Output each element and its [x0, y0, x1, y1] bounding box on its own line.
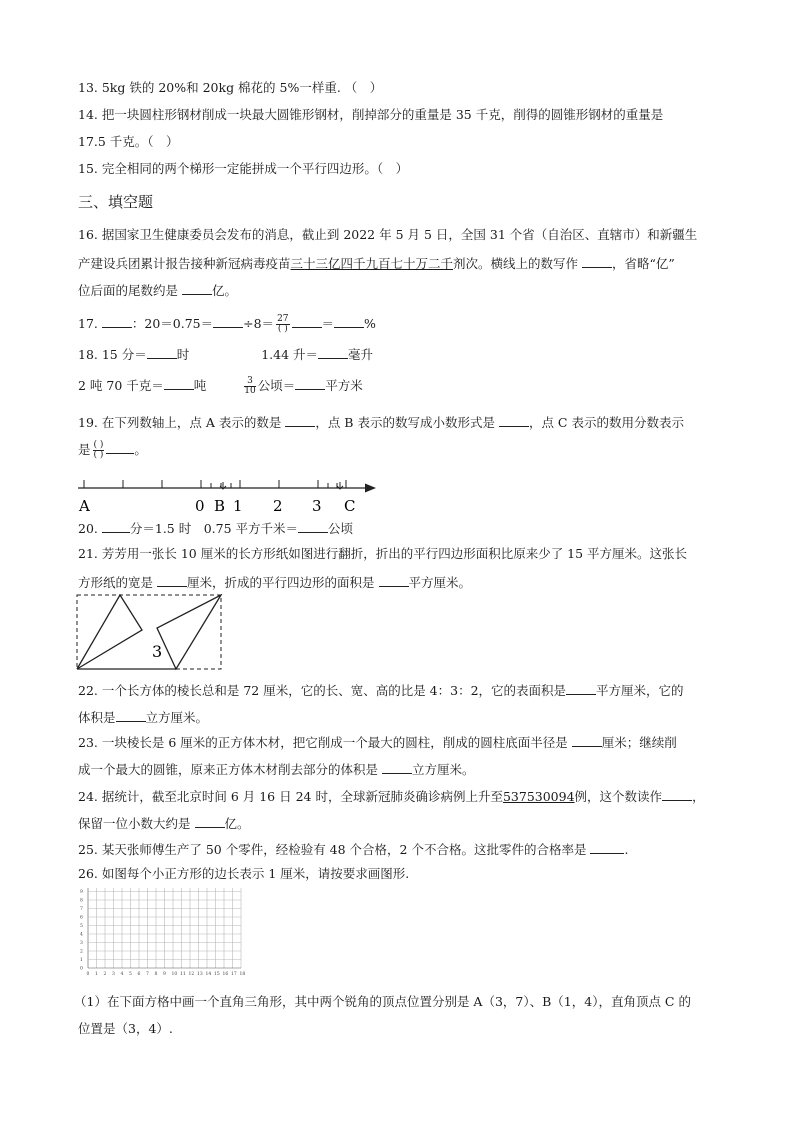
arrow-right-icon	[365, 484, 376, 493]
question-16-line3: 位后面的尾数约是 亿。	[78, 283, 238, 298]
answer-blank[interactable]	[116, 708, 146, 722]
answer-blank[interactable]	[379, 573, 409, 587]
question-20: 20. 分＝1.5 时 0.75 平方千米＝ 公顷	[78, 521, 354, 536]
answer-blank[interactable]	[102, 314, 132, 328]
y-tick-label: 1	[80, 958, 83, 963]
folded-rectangle-figure	[76, 594, 224, 672]
answer-blank[interactable]	[499, 413, 529, 427]
question-13: 13. 5kg 铁的 20%和 20kg 棉花的 5%一样重. （ ）	[78, 80, 383, 95]
answer-blank[interactable]	[102, 519, 130, 533]
y-tick-label: 7	[80, 907, 83, 912]
x-tick-label: 18	[239, 972, 246, 977]
question-23-line1: 23. 一块棱长是 6 厘米的正方体木材，把它削成一个最大的圆柱，削成的圆柱底面半径是 厘米；继续削	[78, 735, 677, 750]
fraction-27-over-blank: $\frac{27}{( )}$	[277, 314, 289, 334]
section-heading-fill-in: 三、填空题	[78, 193, 154, 211]
figure-label-3: 3	[152, 642, 163, 661]
question-26-sub1-line1: （1）在下面方格中画一个直角三角形，其中两个锐角的顶点位置分别是 A（3，7）、B（1，4），直角顶点 C 的	[74, 994, 691, 1009]
question-14-line2: 17.5 千克。（ ）	[78, 134, 179, 149]
answer-blank[interactable]	[382, 760, 412, 774]
answer-blank[interactable]	[590, 840, 624, 854]
answer-blank[interactable]	[164, 376, 194, 390]
answer-blank[interactable]	[195, 814, 225, 828]
answer-blank[interactable]	[106, 440, 134, 454]
question-18-line1: 18. 15 分＝ 时 1.44 升＝ 毫升	[78, 347, 374, 362]
tick-label-0: 0	[195, 497, 205, 515]
answer-blank[interactable]	[298, 519, 328, 533]
question-22-line1: 22. 一个长方体的棱长总和是 72 厘米，它的长、宽、高的比是 4：3：2，它的表面积是 平方厘米，它的	[78, 683, 684, 698]
question-16-line2: 产建设兵团累计报告接种新冠病毒疫苗三十三亿四千九百七十万二千剂次。横线上的数写作 ，省略“亿”	[78, 256, 675, 271]
point-a-label: A	[79, 497, 90, 515]
answer-blank[interactable]	[295, 376, 325, 390]
x-tick-label: 3	[112, 972, 115, 977]
answer-blank[interactable]	[334, 314, 364, 328]
answer-blank[interactable]	[157, 573, 187, 587]
y-tick-label: 6	[80, 915, 83, 921]
fraction-3-over-10: $\frac{3}{10}$	[244, 376, 256, 396]
underlined-number-words: 三十三亿四千九百七十万二千	[290, 256, 454, 271]
question-24-line2: 保留一位小数大约是 亿。	[78, 816, 250, 831]
x-tick-label: 6	[137, 972, 141, 977]
y-tick-label: 2	[80, 949, 83, 955]
answer-blank[interactable]	[566, 681, 596, 695]
y-tick-label: 8	[80, 898, 83, 904]
point-b-label: B	[214, 497, 226, 515]
x-tick-label: 15	[214, 972, 220, 977]
x-tick-label: 13	[197, 972, 203, 977]
x-tick-label: 10	[171, 972, 178, 977]
y-tick-label: 3	[80, 941, 83, 946]
question-19-line2: 是 $\frac{( )}{( )}$ 。	[78, 440, 147, 460]
x-tick-label: 17	[231, 972, 237, 977]
x-tick-label: 11	[180, 972, 186, 977]
question-18-line2: 2 吨 70 千克＝ 吨 $\frac{3}{10}$ 公顷＝ 平方米	[78, 376, 363, 396]
answer-blank[interactable]	[182, 281, 212, 295]
answer-blank[interactable]	[285, 413, 315, 427]
question-14-line1: 14. 把一块圆柱形钢材削成一块最大圆锥形钢材，削掉部分的重量是 35 千克，削得的圆锥形钢材的重量是	[78, 107, 664, 122]
question-25: 25. 某天张师傅生产了 50 个零件，经检验有 48 个合格，2 个不合格。这批零件的合格率是 .	[78, 842, 629, 857]
question-17: 17. ：20＝0.75＝ ÷8＝ $\frac{27}{( )}$ ＝ %	[78, 314, 376, 334]
answer-blank[interactable]	[292, 314, 322, 328]
folded-triangle-right	[157, 595, 221, 669]
x-tick-label: 0	[86, 972, 90, 977]
question-24-line1: 24. 据统计，截至北京时间 6 月 16 日 24 时，全球新冠肺炎确诊病例上升至537530094例，这个数读作 ，	[78, 789, 705, 804]
answer-blank[interactable]	[147, 345, 177, 359]
x-tick-label: 8	[154, 972, 158, 977]
x-tick-label: 7	[146, 972, 149, 977]
answer-blank[interactable]	[662, 787, 692, 801]
x-tick-label: 1	[95, 972, 98, 977]
question-21-line1: 21. 芳芳用一张长 10 厘米的长方形纸如图进行翻折，折出的平行四边形面积比原来少了 15 平方厘米。这张长	[78, 546, 688, 561]
x-tick-label: 12	[188, 972, 195, 977]
folded-triangle-left	[77, 595, 142, 669]
x-tick-label: 2	[103, 972, 107, 977]
y-tick-label: 4	[80, 932, 83, 938]
answer-blank[interactable]	[318, 345, 348, 359]
x-tick-label: 16	[222, 972, 229, 977]
x-tick-label: 5	[129, 972, 132, 977]
coordinate-grid[interactable]	[76, 888, 248, 980]
tick-label-3: 3	[312, 497, 322, 515]
question-15: 15. 完全相同的两个梯形一定能拼成一个平行四边形。（ ）	[78, 161, 409, 176]
point-c-label: C	[344, 497, 356, 515]
question-26: 26. 如图每个小正方形的边长表示 1 厘米，请按要求画图形.	[78, 866, 410, 881]
answer-blank[interactable]	[572, 733, 602, 747]
number-line-ticks	[84, 480, 346, 488]
tick-label-1: 1	[233, 497, 243, 515]
question-26-sub1-line2: 位置是（3，4）.	[78, 1021, 173, 1036]
question-23-line2: 成一个最大的圆锥，原来正方体木材削去部分的体积是 立方厘米。	[78, 762, 475, 777]
y-tick-label: 9	[80, 890, 83, 895]
fraction-blank: $\frac{( )}{( )}$	[93, 440, 104, 460]
underlined-number: 537530094	[502, 789, 575, 804]
x-tick-label: 14	[205, 972, 212, 977]
x-tick-label: 4	[120, 972, 124, 977]
x-tick-label: 9	[163, 972, 166, 977]
question-19-line1: 19. 在下列数轴上，点 A 表示的数是 ，点 B 表示的数写成小数形式是 ，点 C 表示的数用分数表示	[78, 415, 684, 430]
question-22-line2: 体积是 立方厘米。	[78, 710, 209, 725]
answer-blank[interactable]	[582, 254, 612, 268]
answer-blank[interactable]	[213, 314, 243, 328]
question-16-line1: 16. 据国家卫生健康委员会发布的消息，截止到 2022 年 5 月 5 日，全国 31 个省（自治区、直辖市）和新疆生	[78, 227, 698, 242]
number-line-figure	[76, 474, 386, 518]
question-21-line2: 方形纸的宽是 厘米，折成的平行四边形的面积是 平方厘米。	[78, 575, 472, 590]
y-tick-label: 0	[80, 966, 83, 972]
y-tick-label: 5	[80, 924, 83, 929]
tick-label-2: 2	[273, 497, 283, 515]
